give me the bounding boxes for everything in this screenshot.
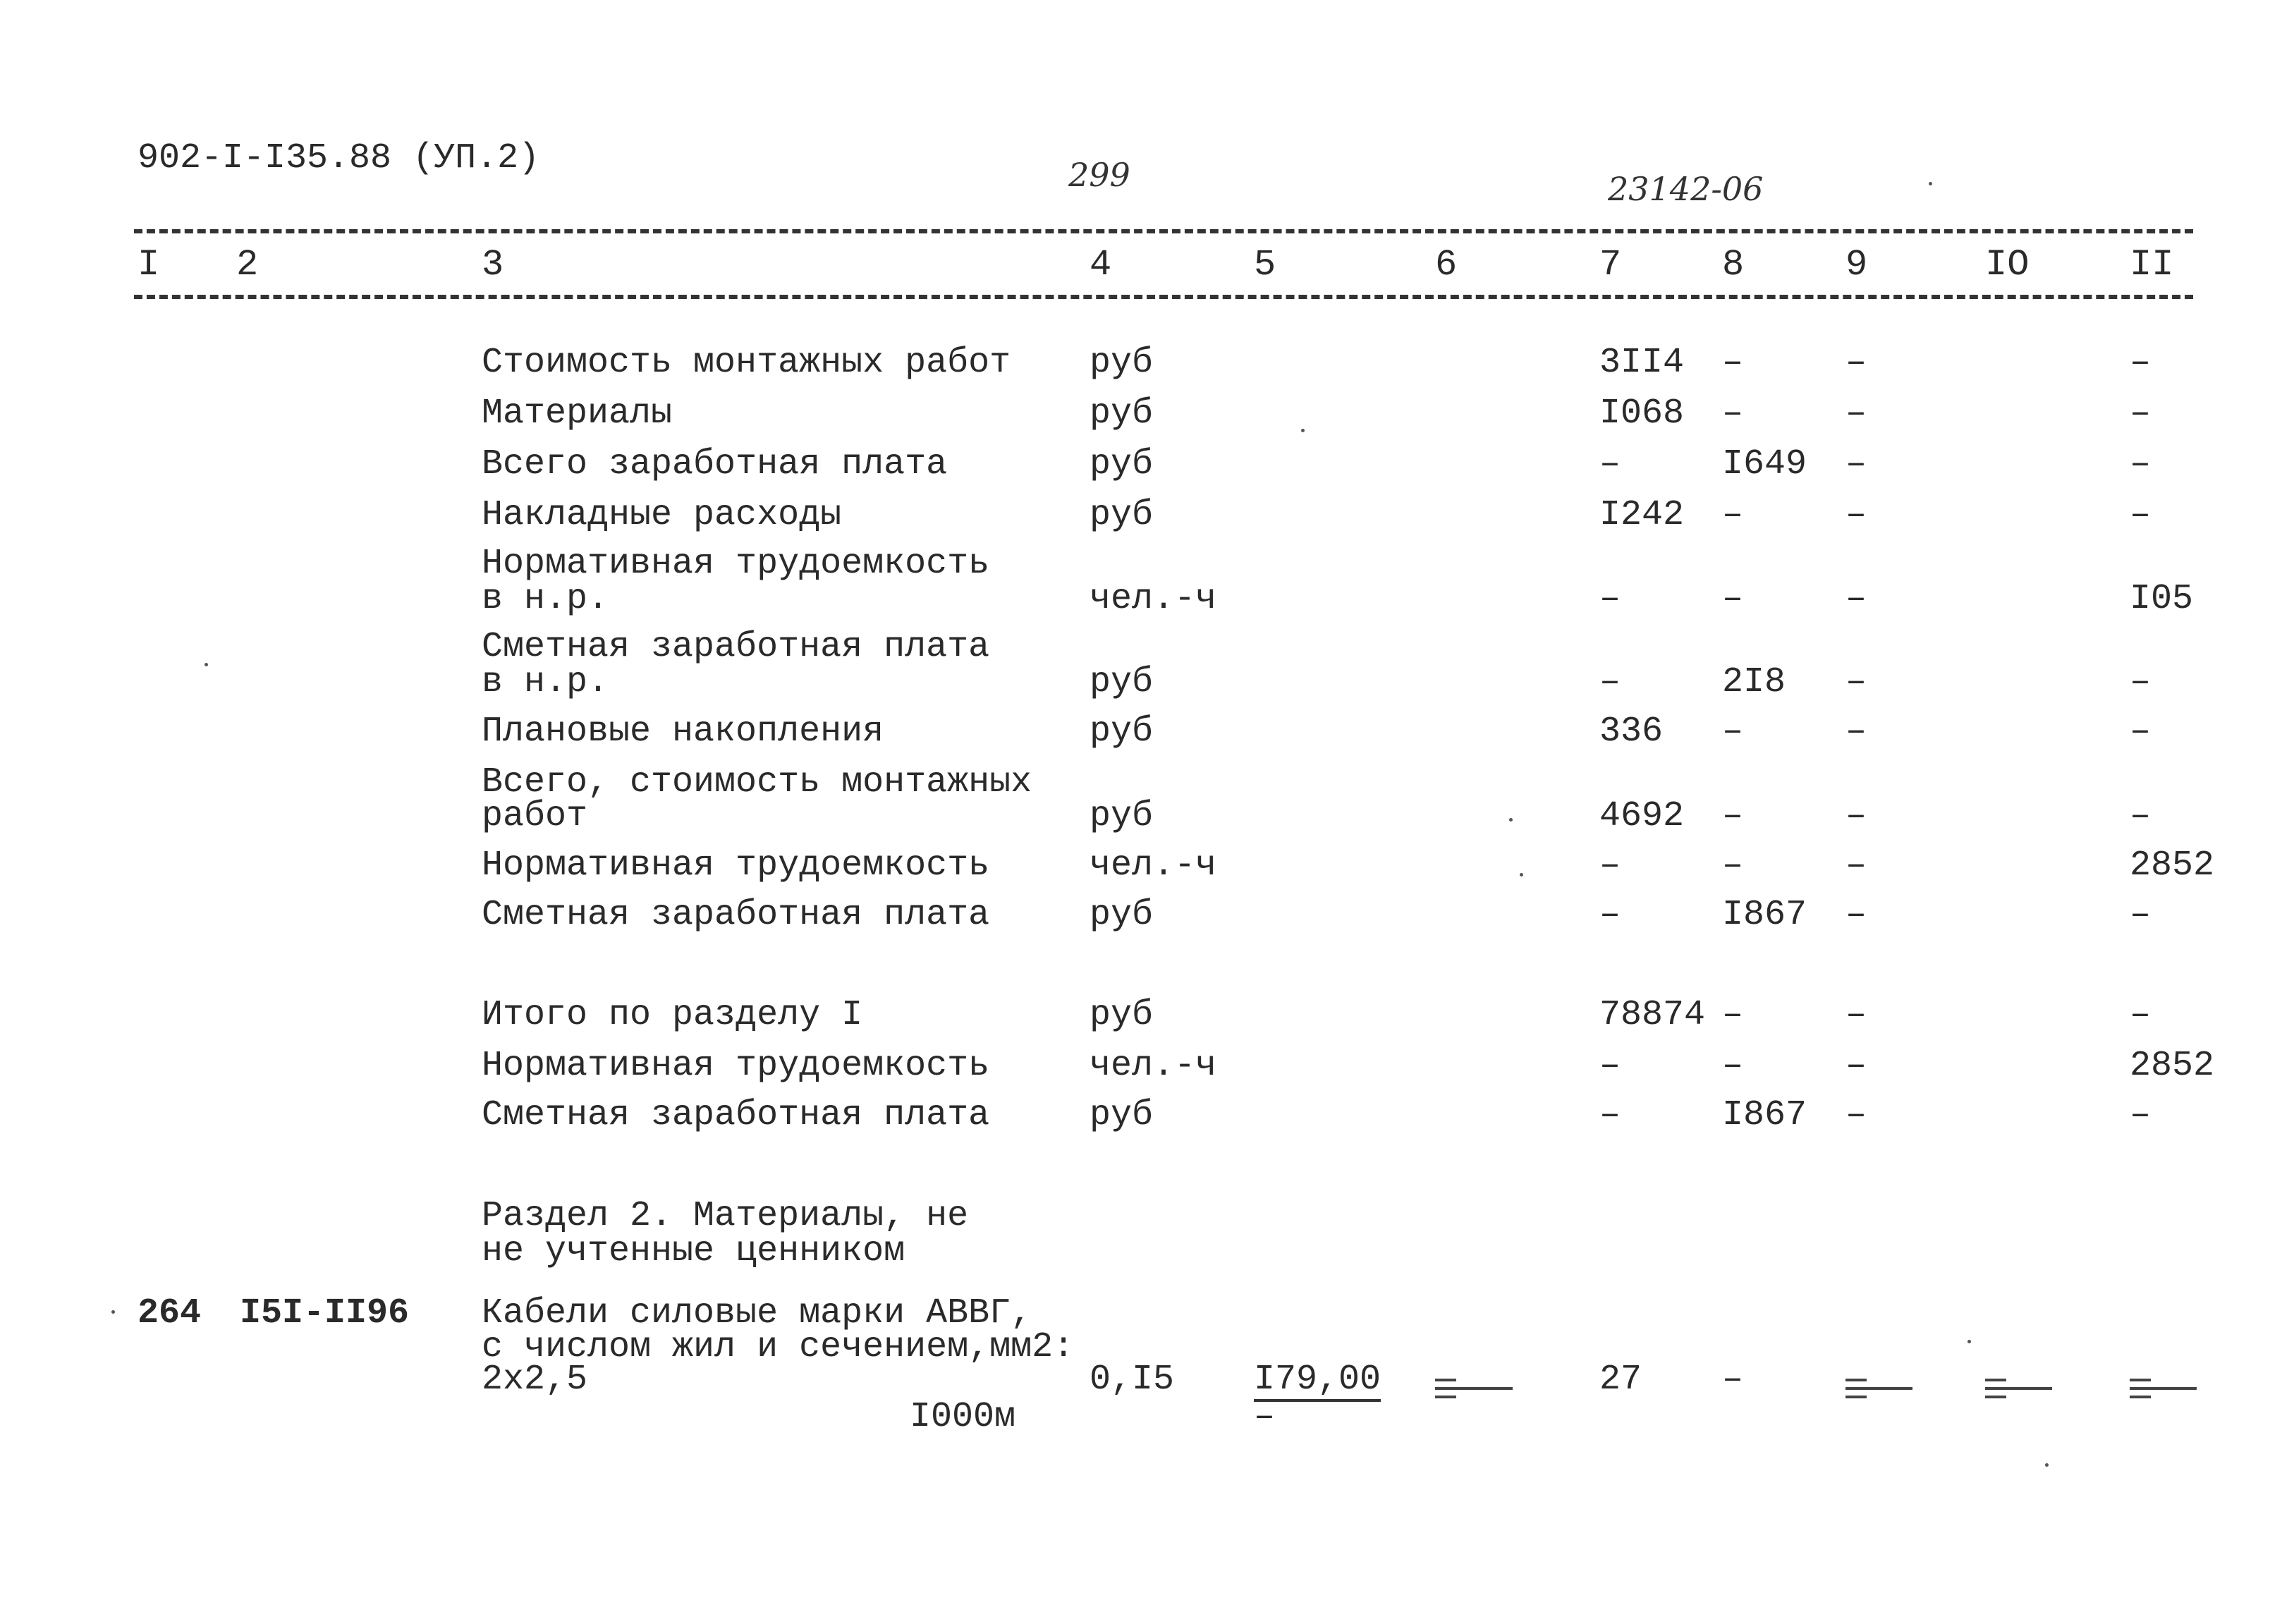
page-number: 299 <box>1068 156 1130 194</box>
row-col7: 4692 <box>1599 796 1685 836</box>
row-unit: руб <box>1090 495 1154 535</box>
scan-speck <box>1509 818 1513 822</box>
row-col8: – <box>1722 712 1744 752</box>
row-name: Сметная заработная плата <box>482 627 990 667</box>
empty-fraction-mark <box>2130 1379 2207 1400</box>
scan-speck <box>205 663 208 666</box>
document-code: 902-I-I35.88 (УП.2) <box>138 138 540 178</box>
row-col9: – <box>1845 712 1867 752</box>
row-col7: I242 <box>1599 495 1685 535</box>
row-name-continued: в н.р. <box>482 579 609 619</box>
row-unit: руб <box>1090 1095 1154 1135</box>
row-col8: 2I8 <box>1722 662 1786 702</box>
row-col11: 2852 <box>2130 845 2215 886</box>
row-col9: – <box>1845 444 1867 484</box>
row-unit: чел.-ч <box>1090 1046 1217 1086</box>
item-description-line-2: с числом жил и сечением,мм2: <box>482 1327 1075 1367</box>
scan-speck <box>111 1310 115 1314</box>
row-col8: – <box>1722 796 1744 836</box>
row-col7: I068 <box>1599 393 1685 434</box>
row-col11: – <box>2130 393 2152 434</box>
row-name: Всего, стоимость монтажных <box>482 762 1032 802</box>
row-col9: – <box>1845 495 1867 535</box>
scan-speck <box>1301 429 1305 432</box>
row-col11: – <box>2130 343 2152 383</box>
header-bottom-rule <box>134 295 2193 299</box>
row-col7: 3II4 <box>1599 343 1685 383</box>
item-col8: – <box>1722 1360 1744 1400</box>
row-col9: – <box>1845 1046 1867 1086</box>
row-col7: – <box>1599 444 1621 484</box>
row-col9: – <box>1845 662 1867 702</box>
col-header-2: 2 <box>236 244 259 286</box>
row-col8: – <box>1722 1046 1744 1086</box>
row-col9: – <box>1845 796 1867 836</box>
row-name: Материалы <box>482 393 673 434</box>
row-col7: – <box>1599 1046 1621 1086</box>
row-col8: – <box>1722 845 1744 886</box>
col-header-3: 3 <box>482 244 504 286</box>
row-col7: – <box>1599 662 1621 702</box>
item-description-line-3: 2х2,5 <box>482 1360 588 1400</box>
row-unit: руб <box>1090 995 1154 1035</box>
row-name: Всего заработная плата <box>482 444 948 484</box>
empty-fraction-mark <box>1435 1379 1513 1400</box>
row-name: Нормативная трудоемкость <box>482 1046 990 1086</box>
row-unit: руб <box>1090 444 1154 484</box>
row-col11: – <box>2130 712 2152 752</box>
section-title-line-2: не учтенные ценником <box>482 1231 905 1271</box>
row-name: Нормативная трудоемкость <box>482 544 990 584</box>
item-number: 264 <box>138 1293 202 1333</box>
row-name: Сметная заработная плата <box>482 895 990 935</box>
col-header-4: 4 <box>1090 244 1112 286</box>
col-header-8: 8 <box>1722 244 1745 286</box>
row-col7: – <box>1599 845 1621 886</box>
scan-speck <box>1520 873 1523 877</box>
row-col8: – <box>1722 579 1744 619</box>
row-col7: – <box>1599 895 1621 935</box>
row-col8: – <box>1722 995 1744 1035</box>
row-col8: I867 <box>1722 1095 1807 1135</box>
row-col7: – <box>1599 579 1621 619</box>
row-name-continued: в н.р. <box>482 662 609 702</box>
row-col11: – <box>2130 796 2152 836</box>
row-unit: руб <box>1090 393 1154 434</box>
empty-fraction-mark <box>1845 1379 1923 1400</box>
row-name: Стоимость монтажных работ <box>482 343 1011 383</box>
row-unit: руб <box>1090 343 1154 383</box>
sheet-code: 23142-06 <box>1608 170 1764 208</box>
scan-speck <box>1967 1340 1971 1343</box>
row-col8: – <box>1722 495 1744 535</box>
row-name-continued: работ <box>482 796 588 836</box>
row-col9: – <box>1845 995 1867 1035</box>
col-header-9: 9 <box>1845 244 1868 286</box>
row-name: Нормативная трудоемкость <box>482 845 990 886</box>
row-unit: руб <box>1090 895 1154 935</box>
item-col5-sub: – <box>1254 1397 1276 1437</box>
col-header-11: II <box>2130 244 2174 286</box>
empty-fraction-mark <box>1985 1379 2063 1400</box>
row-name: Итого по разделу I <box>482 995 863 1035</box>
col-header-7: 7 <box>1599 244 1622 286</box>
row-unit: чел.-ч <box>1090 845 1217 886</box>
row-col8: – <box>1722 393 1744 434</box>
row-col7: 336 <box>1599 712 1664 752</box>
row-unit: руб <box>1090 712 1154 752</box>
col-header-1: I <box>138 244 160 286</box>
item-col7: 27 <box>1599 1360 1642 1400</box>
row-col9: – <box>1845 393 1867 434</box>
row-name: Накладные расходы <box>482 495 842 535</box>
row-name: Плановые накопления <box>482 712 884 752</box>
row-col11: – <box>2130 995 2152 1035</box>
row-unit: руб <box>1090 796 1154 836</box>
row-col11: – <box>2130 1095 2152 1135</box>
row-col11: – <box>2130 444 2152 484</box>
row-col7: – <box>1599 1095 1621 1135</box>
row-col9: – <box>1845 1095 1867 1135</box>
col-header-5: 5 <box>1254 244 1276 286</box>
row-col9: – <box>1845 579 1867 619</box>
row-col7: 78874 <box>1599 995 1706 1035</box>
row-unit: руб <box>1090 662 1154 702</box>
row-col9: – <box>1845 343 1867 383</box>
row-col9: – <box>1845 895 1867 935</box>
row-col11: – <box>2130 895 2152 935</box>
row-unit: чел.-ч <box>1090 579 1217 619</box>
col-header-6: 6 <box>1435 244 1458 286</box>
row-name: Сметная заработная плата <box>482 1095 990 1135</box>
row-col8: I649 <box>1722 444 1807 484</box>
scan-speck <box>1929 182 1932 185</box>
row-col11: I05 <box>2130 579 2194 619</box>
col-header-10: IO <box>1985 244 2030 286</box>
scan-speck <box>2045 1463 2049 1467</box>
item-unit-label: I000м <box>910 1397 1016 1437</box>
row-col8: I867 <box>1722 895 1807 935</box>
section-title-line-1: Раздел 2. Материалы, не <box>482 1196 969 1236</box>
item-col5: I79,00 <box>1254 1362 1381 1402</box>
row-col8: – <box>1722 343 1744 383</box>
item-code: I5I-II96 <box>240 1293 410 1333</box>
row-col11: – <box>2130 495 2152 535</box>
item-col4: 0,I5 <box>1090 1360 1175 1400</box>
header-top-rule <box>134 229 2193 233</box>
row-col11: 2852 <box>2130 1046 2215 1086</box>
row-col9: – <box>1845 845 1867 886</box>
item-description-line-1: Кабели силовые марки АВВГ, <box>482 1293 1032 1333</box>
row-col11: – <box>2130 662 2152 702</box>
